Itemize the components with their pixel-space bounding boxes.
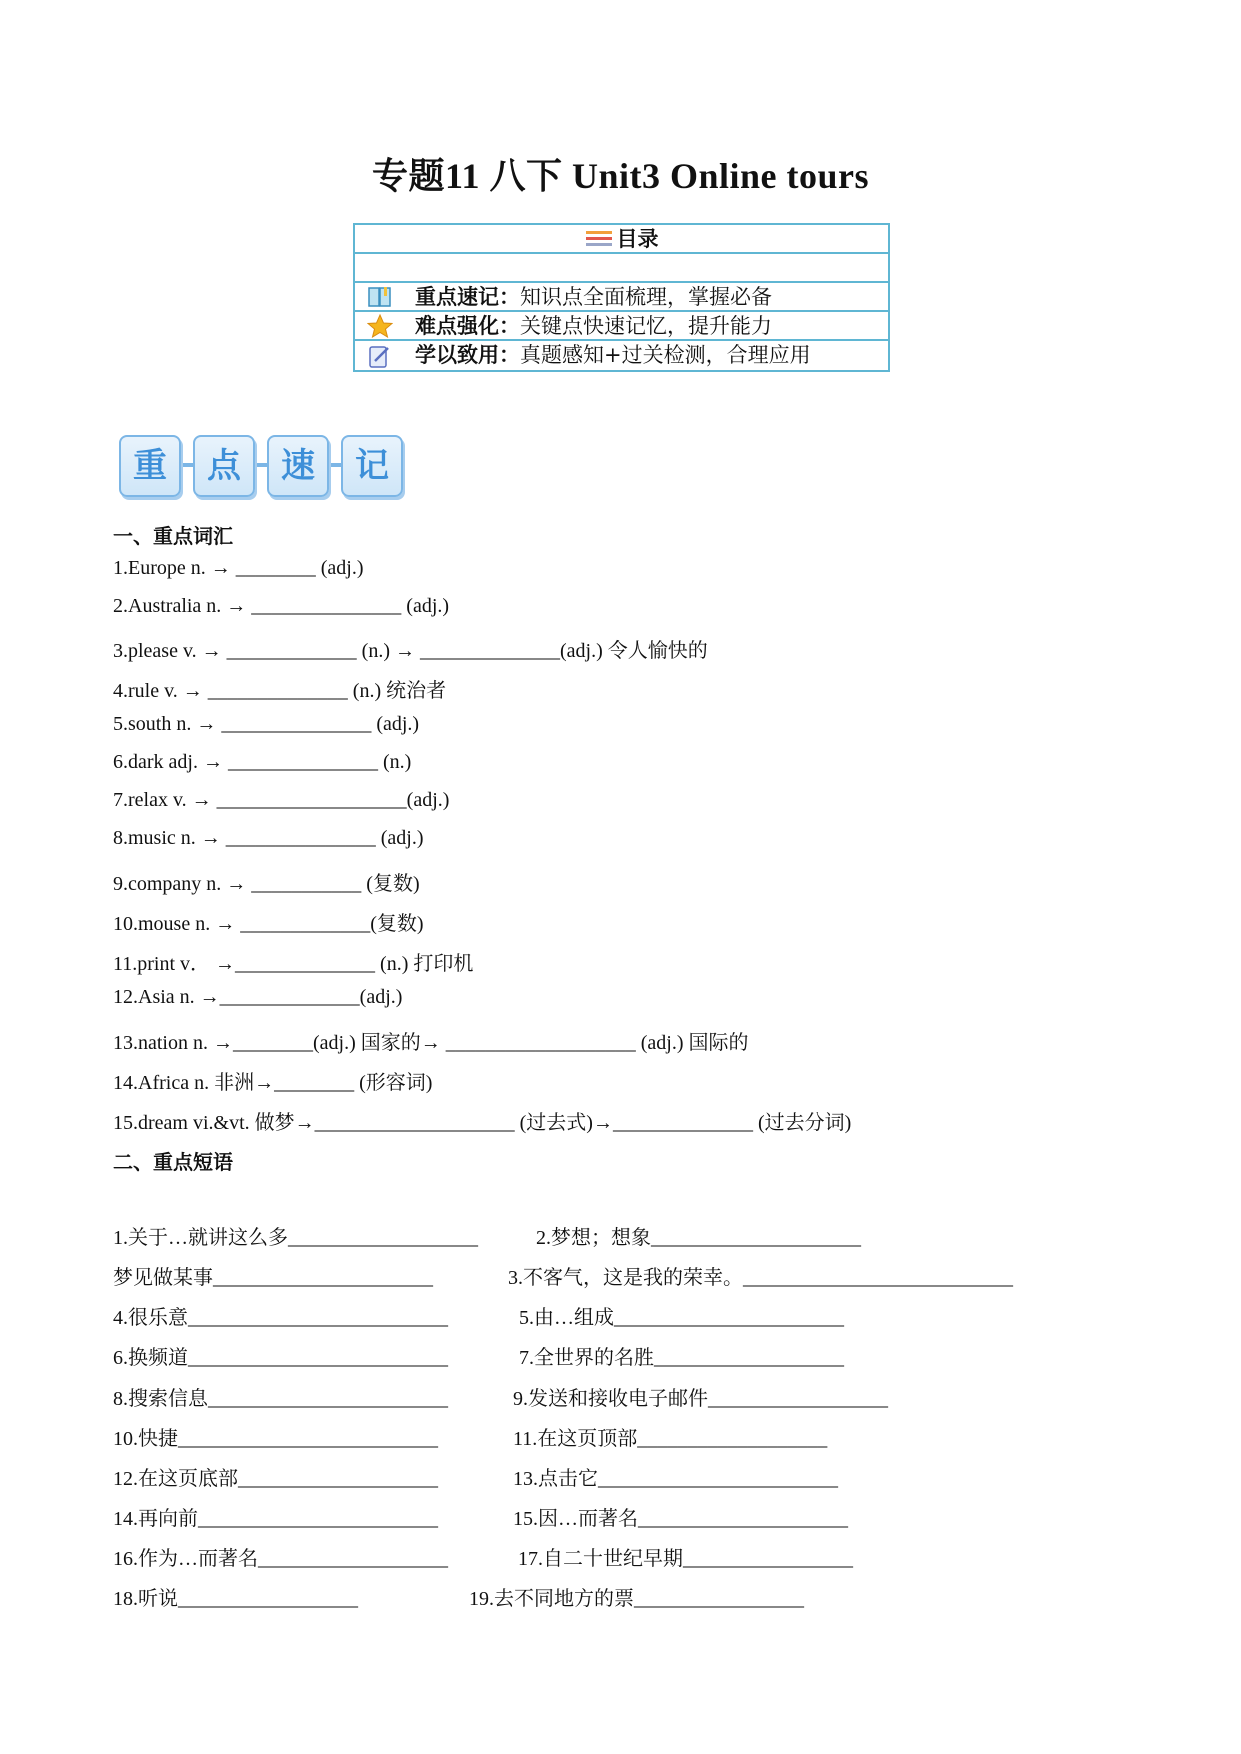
phrase-item: 11.在这页顶部___________________ xyxy=(513,1428,828,1450)
phrase-item: 14.再向前________________________ xyxy=(113,1508,438,1530)
phrase-item: 1.关于…就讲这么多___________________ xyxy=(113,1227,478,1249)
section-heading-vocab: 一、重点词汇 xyxy=(113,524,233,548)
badge-char: 记 xyxy=(341,435,403,497)
phrase-item: 10.快捷__________________________ xyxy=(113,1428,438,1450)
toc-item-text: 真题感知+过关检测，合理应用 xyxy=(520,343,811,367)
table-of-contents xyxy=(353,223,890,372)
toc-item-3[interactable] xyxy=(355,341,888,370)
toc-item-text: 知识点全面梳理，掌握必备 xyxy=(520,285,772,309)
phrase-item: 5.由…组成_______________________ xyxy=(519,1307,844,1329)
phrase-item: 8.搜索信息________________________ xyxy=(113,1388,448,1410)
vocab-item: 12.Asia n. →______________(adj.) xyxy=(113,986,403,1008)
toc-heading: 目录 xyxy=(616,226,659,251)
badge-char: 点 xyxy=(193,435,255,497)
vocab-item: 8.music n. → _______________ (adj.) xyxy=(113,827,424,849)
vocab-item: 7.relax v. → ___________________(adj.) xyxy=(113,789,450,811)
vocab-item: 1.Europe n. → ________ (adj.) xyxy=(113,557,364,579)
vocab-item: 10.mouse n. → _____________(复数) xyxy=(113,913,424,935)
phrase-item: 梦见做某事______________________ xyxy=(113,1267,433,1289)
phrase-item: 15.因…而著名_____________________ xyxy=(513,1508,848,1530)
phrase-item: 13.点击它________________________ xyxy=(513,1468,838,1490)
toc-item-2[interactable] xyxy=(355,312,888,341)
phrase-item: 12.在这页底部____________________ xyxy=(113,1468,438,1490)
vocab-item: 4.rule v. → ______________ (n.) 统治者 xyxy=(113,680,447,702)
toc-item-text: 关键点快速记忆，提升能力 xyxy=(520,314,772,338)
vocab-item: 13.nation n. →________(adj.) 国家的→ ___________________ (adj.) 国际的 xyxy=(113,1032,749,1054)
vocab-item: 5.south n. → _______________ (adj.) xyxy=(113,713,420,735)
phrase-item: 4.很乐意__________________________ xyxy=(113,1307,448,1329)
vocab-item: 9.company n. → ___________ (复数) xyxy=(113,873,420,895)
phrase-item: 6.换频道__________________________ xyxy=(113,1347,448,1369)
vocab-item: 2.Australia n. → _______________ (adj.) xyxy=(113,595,450,617)
section-heading-phrases: 二、重点短语 xyxy=(113,1150,233,1174)
vocab-item: 14.Africa n. 非洲→________ (形容词) xyxy=(113,1072,433,1094)
phrase-item: 2.梦想；想象_____________________ xyxy=(536,1227,861,1249)
toc-item-1[interactable] xyxy=(355,283,888,312)
vocab-item: 6.dark adj. → _______________ (n.) xyxy=(113,751,412,773)
badge-char: 重 xyxy=(119,435,181,497)
phrase-item: 9.发送和接收电子邮件__________________ xyxy=(513,1388,888,1410)
vocab-item: 11.print v． →______________ (n.) 打印机 xyxy=(113,953,474,975)
phrase-item: 7.全世界的名胜___________________ xyxy=(519,1347,844,1369)
key-points-banner xyxy=(117,433,412,503)
phrase-item: 18.听说__________________ xyxy=(113,1588,358,1610)
vocab-item: 3.please v. → _____________ (n.) → ______________(adj.) 令人愉快的 xyxy=(113,640,708,662)
badge-char: 速 xyxy=(267,435,329,497)
toc-item-label: 难点强化： xyxy=(415,313,520,338)
page-title: 专题11 八下 Unit3 Online tours xyxy=(371,156,870,196)
toc-header xyxy=(355,225,888,254)
toc-item-label: 重点速记： xyxy=(415,284,520,309)
toc-empty-row xyxy=(355,254,888,283)
phrase-item: 3.不客气，这是我的荣幸。___________________________ xyxy=(508,1267,1013,1289)
phrase-item: 16.作为…而著名___________________ xyxy=(113,1548,448,1570)
vocab-item: 15.dream vi.&vt. 做梦→____________________ (过去式)→______________ (过去分词) xyxy=(113,1112,852,1134)
toc-item-label: 学以致用： xyxy=(415,342,520,367)
list-icon xyxy=(585,227,613,254)
edit-icon xyxy=(367,343,393,376)
phrase-item: 19.去不同地方的票_________________ xyxy=(469,1588,804,1610)
phrase-item: 17.自二十世纪早期_________________ xyxy=(518,1548,853,1570)
